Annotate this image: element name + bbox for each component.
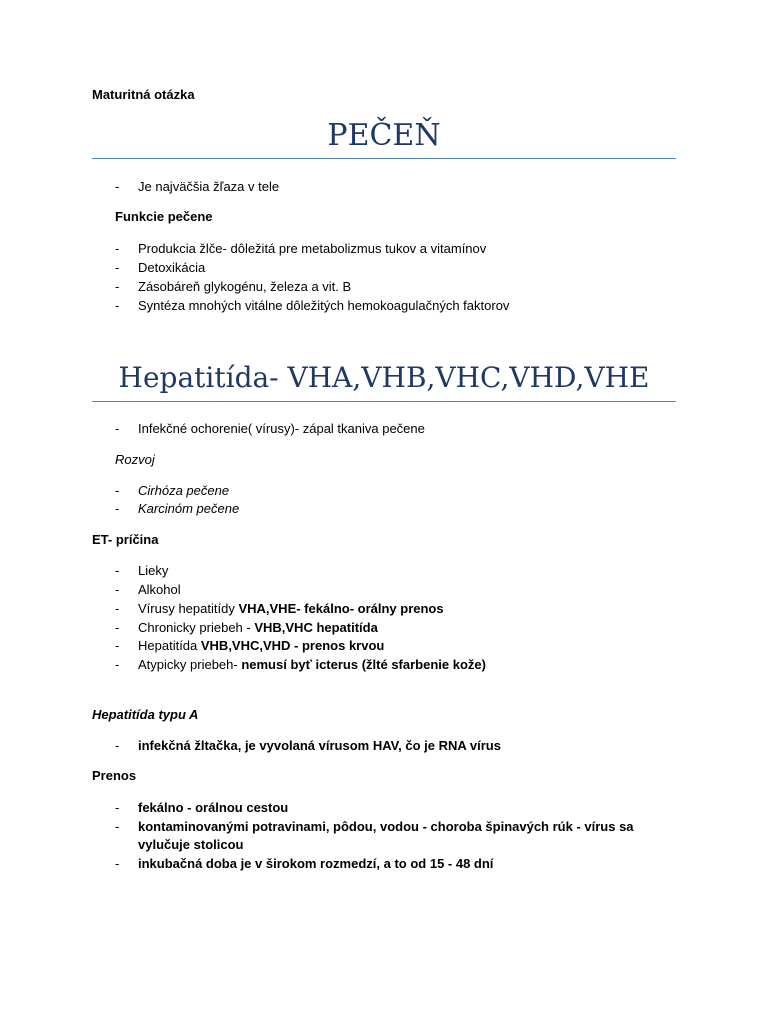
subheading-hepatitis-a: Hepatitída typu A	[92, 707, 199, 722]
subheading-prenos: Prenos	[92, 768, 137, 783]
list-item: Karcinóm pečene	[138, 501, 240, 516]
cause-emphasis: VHB,VHC,VHD - prenos krvou	[200, 638, 385, 653]
bullet-dash: -	[115, 819, 120, 834]
cause-text: Hepatitída	[138, 638, 201, 653]
bullet-dash: -	[115, 279, 120, 294]
bullet-dash: -	[115, 638, 120, 653]
bullet-dash: -	[115, 856, 120, 871]
list-item	[138, 657, 486, 672]
list-item	[138, 638, 384, 653]
bullet-dash: -	[115, 179, 120, 194]
bullet-dash: -	[115, 563, 120, 578]
subheading-functions: Funkcie pečene	[115, 209, 213, 224]
cause-emphasis: nemusí byť icterus (žlté sfarbenie kože)	[241, 657, 486, 672]
title-underline	[92, 158, 676, 159]
list-item	[138, 601, 444, 616]
section-title-pecen: PEČEŇ	[327, 118, 441, 153]
bullet-dash: -	[115, 582, 120, 597]
list-item: kontaminovanými potravinami, pôdou, vodou - choroba špinavých rúk - vírus sa vylučuje stolicou	[138, 819, 634, 852]
cause-text: Atypicky priebeh-	[138, 657, 242, 672]
bullet-dash: -	[115, 298, 120, 313]
bullet-dash: -	[115, 738, 120, 753]
exam-question-label: Maturitná otázka	[92, 87, 195, 102]
section-title-hepatitida: Hepatitída- VHA,VHB,VHC,VHD,VHE	[118, 361, 650, 394]
list-item: Je najväčšia žľaza v tele	[138, 179, 280, 194]
bullet-dash: -	[115, 241, 120, 256]
list-item: Infekčné ochorenie( vírusy)- zápal tkaniva pečene	[138, 421, 425, 436]
bullet-dash: -	[115, 800, 120, 815]
list-item: Syntéza mnohých vitálne dôležitých hemokoagulačných faktorov	[138, 298, 510, 313]
bullet-dash: -	[115, 501, 120, 516]
list-item: infekčná žltačka, je vyvolaná vírusom HAV, čo je RNA vírus	[138, 738, 501, 753]
bullet-dash: -	[115, 483, 120, 498]
list-item: Detoxikácia	[138, 260, 206, 275]
list-item: Zásobáreň glykogénu, železa a vit. B	[138, 279, 352, 294]
title-underline	[92, 401, 676, 402]
subheading-et-cause: ET- príčina	[92, 532, 159, 547]
bullet-dash: -	[115, 421, 120, 436]
bullet-dash: -	[115, 657, 120, 672]
bullet-dash: -	[115, 260, 120, 275]
list-item: Alkohol	[138, 582, 181, 597]
list-item	[138, 620, 378, 635]
list-item: fekálno - orálnou cestou	[138, 800, 289, 815]
list-item: inkubačná doba je v širokom rozmedzí, a to od 15 - 48 dní	[138, 856, 494, 871]
subheading-rozvoj: Rozvoj	[115, 452, 155, 467]
cause-text: Chronicky priebeh -	[138, 620, 255, 635]
cause-emphasis: VHB,VHC hepatitída	[254, 620, 378, 635]
list-item: Produkcia žlče- dôležitá pre metabolizmus tukov a vitamínov	[138, 241, 487, 256]
bullet-dash: -	[115, 620, 120, 635]
list-item: Lieky	[138, 563, 169, 578]
bullet-dash: -	[115, 601, 120, 616]
cause-emphasis: VHA,VHE- fekálno- orálny prenos	[238, 601, 444, 616]
list-item: Cirhóza pečene	[138, 483, 230, 498]
cause-text: Vírusy hepatitídy	[138, 601, 239, 616]
